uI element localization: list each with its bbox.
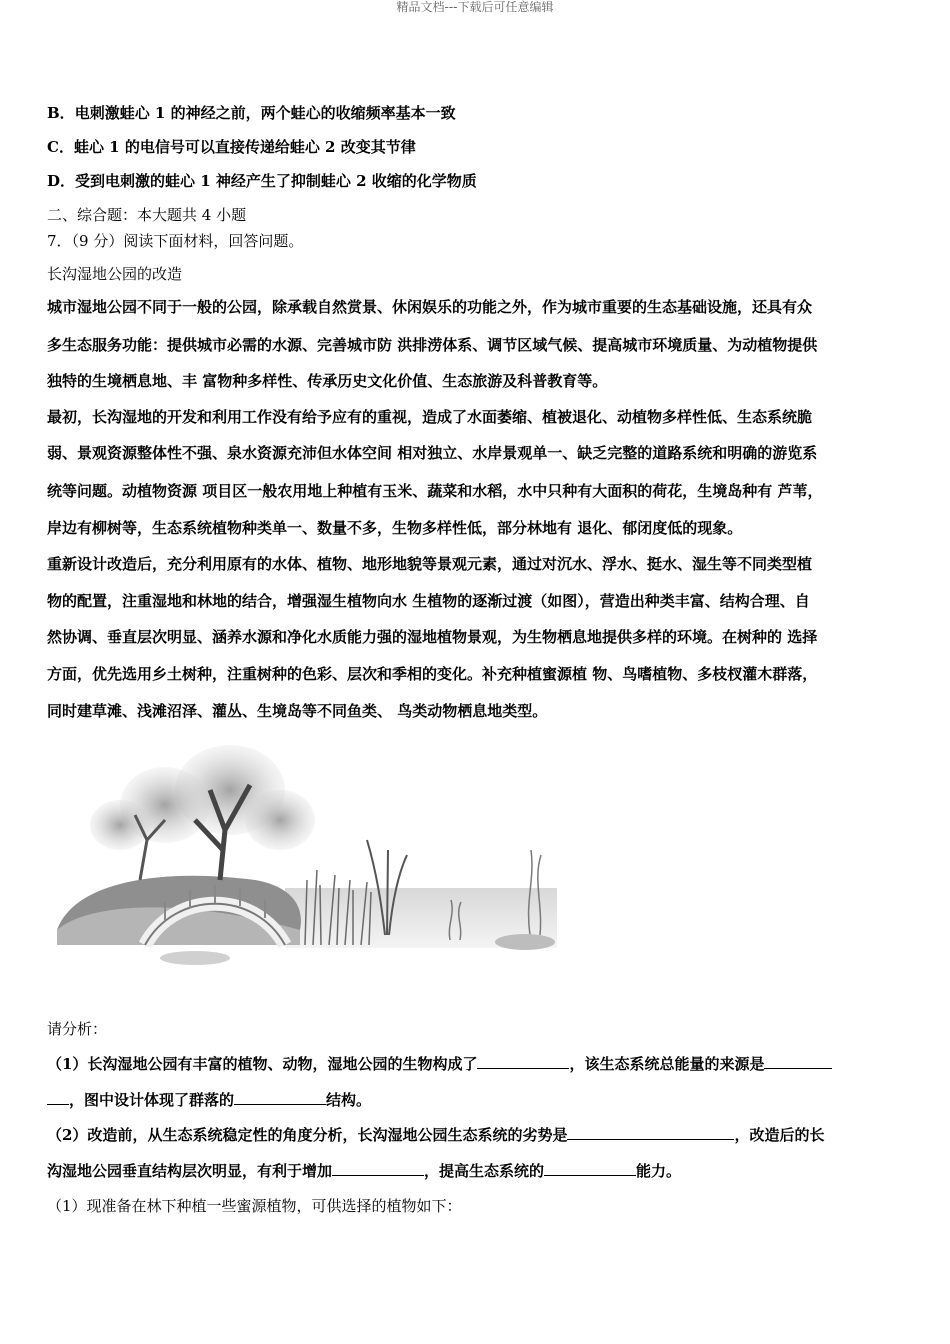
analyze-heading: 请分析：	[47, 1020, 108, 1038]
para1-line: 多生态服务功能：提供城市必需的水源、完善城市防 洪排涝体系、调节区域气候、提高城市环境质量、为动植物提供	[47, 336, 818, 354]
option-b: B．电刺激蛙心 1 的神经之前，两个蛙心的收缩频率基本一致	[47, 104, 456, 122]
q3-line: （1）现准备在林下种植一些蜜源植物，可供选择的植物如下：	[47, 1197, 462, 1215]
question-7-intro: 7．（9 分）阅读下面材料，回答问题。	[47, 232, 304, 250]
q1-line2: ，图中设计体现了群落的 结构。	[47, 1089, 371, 1110]
article-title: 长沟湿地公园的改造	[47, 265, 183, 283]
option-c: C．蛙心 1 的电信号可以直接传递给蛙心 2 改变其节律	[47, 138, 416, 156]
para3-line: 同时建草滩、浅滩沼泽、灌丛、生境岛等不同鱼类、 鸟类动物栖息地类型。	[47, 702, 548, 720]
para3-line: 方面，优先选用乡土树种，注重树种的色彩、层次和季相的变化。补充种植蜜源植 物、鸟嗜植物、多枝杈灌木群落，	[47, 665, 818, 683]
page-header: 精品文档---下载后可任意编辑	[396, 0, 554, 14]
para2-line: 统等问题。动植物资源 项目区一般农用地上种植有玉米、蔬菜和水稻，水中只种有大面积的荷花，生境岛种有 芦苇，	[47, 482, 823, 500]
answer-blank[interactable]	[764, 1054, 832, 1069]
q1-line1: （1）长沟湿地公园有丰富的植物、动物，湿地公园的生物构成了 ，该生态系统总能量的来源是	[47, 1053, 832, 1074]
answer-blank[interactable]	[234, 1090, 326, 1105]
q2-line1: （2）改造前，从生态系统稳定性的角度分析，长沟湿地公园生态系统的劣势是 ，改造后的长	[47, 1126, 825, 1144]
wetland-illustration	[55, 730, 557, 975]
para3-line: 然协调、垂直层次明显、涵养水源和净化水质能力强的湿地植物景观，为生物栖息地提供多样的环境。在树种的 选择	[47, 628, 818, 646]
answer-blank[interactable]	[477, 1054, 569, 1069]
para3-line: 物的配置，注重湿地和林地的结合，增强湿生植物向水 生植物的逐渐过渡（如图），营造出种类丰富、结构合理、自	[47, 592, 810, 610]
answer-blank[interactable]	[567, 1125, 734, 1140]
para2-line: 最初，长沟湿地的开发和利用工作没有给予应有的重视，造成了水面萎缩、植被退化、动植物多样性低、生态系统脆	[47, 408, 813, 426]
answer-blank[interactable]	[332, 1161, 424, 1176]
answer-blank[interactable]	[47, 1090, 69, 1105]
para1-line: 独特的生境栖息地、丰 富物种多样性、传承历史文化价值、生态旅游及科普教育等。	[47, 372, 608, 390]
q2-line2: 沟湿地公园垂直结构层次明显，有利于增加 ，提高生态系统的 能力。	[47, 1162, 682, 1180]
para2-line: 岸边有柳树等，生态系统植物种类单一、数量不多，生物多样性低，部分林地有 退化、郁闭度低的现象。	[47, 519, 743, 537]
answer-blank[interactable]	[544, 1161, 636, 1176]
option-d: D．受到电刺激的蛙心 1 神经产生了抑制蛙心 2 收缩的化学物质	[47, 172, 477, 190]
section-heading: 二、综合题：本大题共 4 小题	[47, 206, 247, 224]
para3-line: 重新设计改造后，充分利用原有的水体、植物、地形地貌等景观元素，通过对沉水、浮水、挺水、湿生等不同类型植	[47, 555, 813, 573]
para1-line: 城市湿地公园不同于一般的公园，除承载自然赏景、休闲娱乐的功能之外，作为城市重要的生态基础设施，还具有众	[47, 298, 813, 316]
para2-line: 弱、景观资源整体性不强、泉水资源充沛但水体空间 相对独立、水岸景观单一、缺乏完整的道路系统和明确的游览系	[47, 444, 818, 462]
